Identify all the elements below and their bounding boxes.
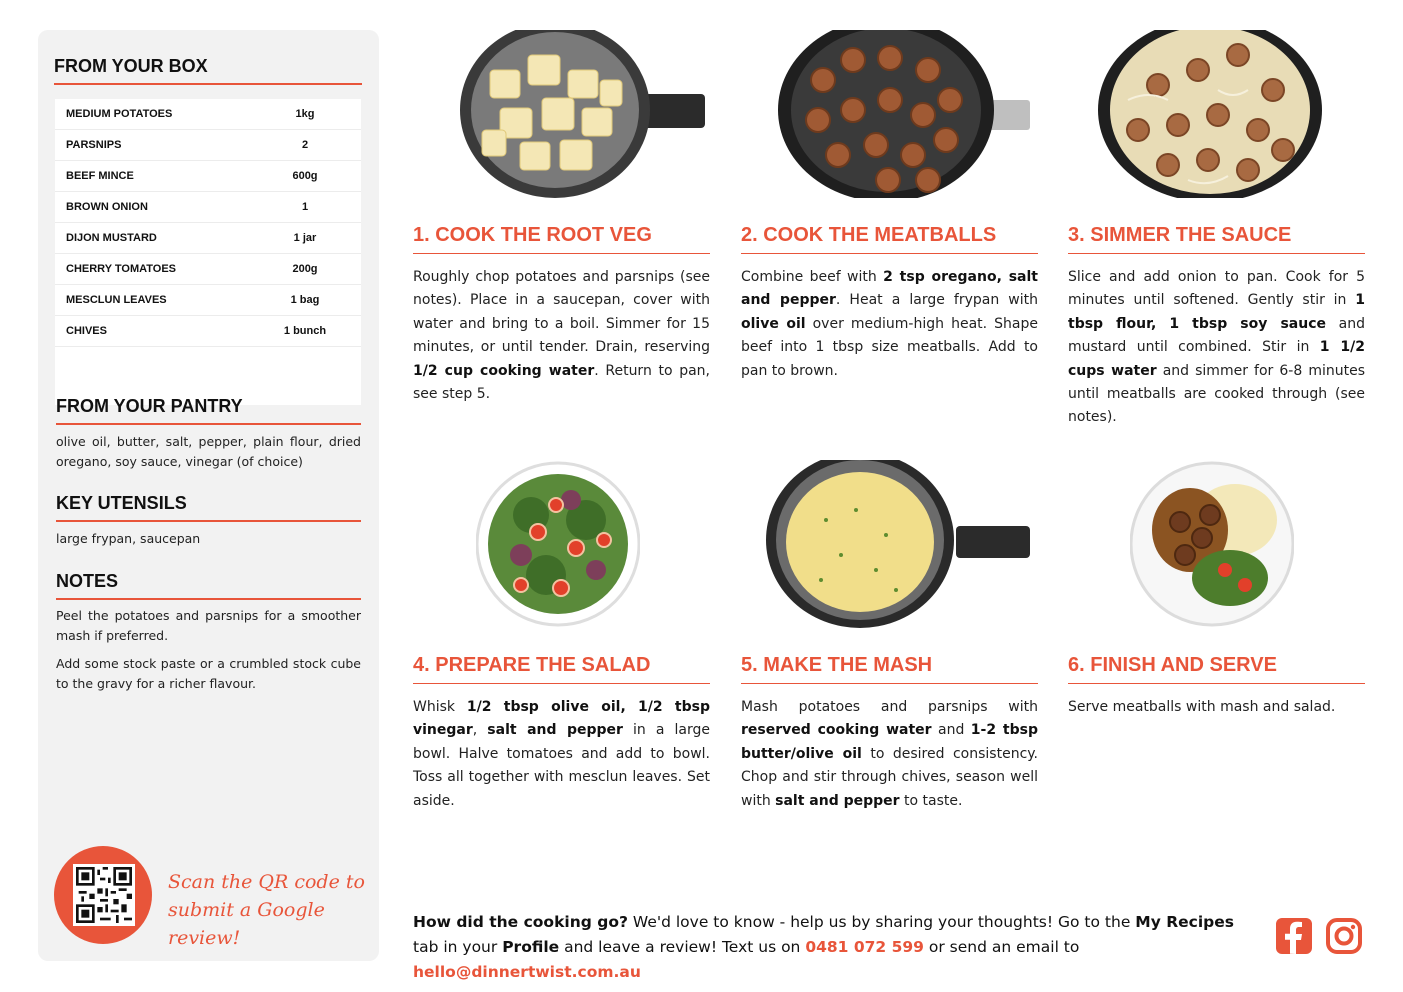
utensils-text: large frypan, saucepan [56, 531, 201, 546]
ingredient-row [55, 254, 361, 285]
ingredient-name: CHERRY TOMATOES [66, 263, 177, 275]
ingredient-row [55, 99, 361, 130]
step-text-bold: 1-2 tbsp butter/olive oil [741, 722, 1038, 762]
step-text-bold: 2 tsp oregano, salt and pepper [741, 269, 1038, 309]
footer-text: tab in your [413, 938, 503, 956]
step-6-title: 6. FINISH AND SERVE [1068, 654, 1365, 684]
ingredient-name: CHIVES [66, 325, 107, 337]
step-text-bold: 1 tbsp flour, 1 tbsp soy sauce [1068, 292, 1365, 332]
footer-text: or send an email to [923, 938, 1080, 956]
step-text-bold: 1/2 tbsp olive oil, 1/2 tbsp vinegar [413, 699, 710, 739]
photo-meatballs-pan [778, 30, 1030, 198]
ingredient-qty: 600g [292, 170, 318, 182]
qr-code-image [76, 867, 132, 923]
step-text-part: . Heat a large frypan with [835, 292, 1038, 309]
step-text-bold: olive oil [741, 315, 806, 332]
ingredient-qty: 200g [292, 263, 318, 275]
step-text-part: Serve meatballs with mash and salad. [1068, 699, 1336, 715]
step-4-title: 4. PREPARE THE SALAD [413, 654, 710, 684]
step-2-text [741, 266, 1038, 383]
from-your-pantry-heading: FROM YOUR PANTRY [56, 396, 361, 425]
key-utensils-heading: KEY UTENSILS [56, 493, 361, 522]
footer-text: and leave a review! Text us on [559, 938, 806, 956]
step-4-text [413, 696, 710, 813]
ingredient-name: BEEF MINCE [66, 170, 134, 182]
ingredient-qty: 1 [301, 201, 309, 213]
ingredient-qty: 2 [301, 139, 309, 151]
ingredient-name: BROWN ONION [66, 201, 148, 213]
email-link[interactable]: hello@dinnertwist.com.au [413, 963, 641, 981]
step-5-text [741, 696, 1038, 813]
footer-bold: How did the cooking go? [413, 913, 628, 931]
step-text-part: Roughly chop potatoes and parsnips (see notes). Place in a saucepan, cover with water and bring to a boil. Simmer for 15 minutes, or until tender. Drain, reserving [413, 269, 710, 356]
step-text-part: Mash potatoes and parsnips with [741, 699, 1038, 715]
step-3-title: 3. SIMMER THE SAUCE [1068, 224, 1365, 254]
footer-bold: My Recipes [1135, 913, 1234, 931]
footer-bold: Profile [502, 938, 560, 956]
qr-code[interactable] [73, 864, 135, 926]
step-text-part: , [472, 722, 488, 739]
step-text-part: and [931, 722, 971, 739]
pantry-text: olive oil, butter, salt, pepper, plain flour, dried oregano, soy sauce, vinegar (of choice) [56, 434, 361, 469]
step-text-part: Combine beef with [741, 269, 884, 285]
step-text-part: . Return to pan, see step 5. [413, 362, 710, 403]
step-text-part: and simmer for 6-8 minutes until meatballs are cooked through (see notes). [1068, 362, 1365, 426]
note-text: Peel the potatoes and parsnips for a smoother mash if preferred. [56, 608, 361, 643]
ingredient-row [55, 130, 361, 161]
notes-heading: NOTES [56, 571, 361, 600]
step-6-text [1068, 696, 1365, 719]
photo-mash-pan [766, 460, 1030, 628]
step-text-part: and mustard until combined. Stir in [1068, 315, 1365, 356]
instagram-icon[interactable] [1325, 917, 1363, 955]
qr-caption-line: submit a Google review! [168, 899, 325, 949]
step-text-part: in a large bowl. Halve tomatoes and add to bowl. Toss all together with mesclun leaves. Set aside. [413, 722, 711, 809]
footer-text: We'd love to know - help us by sharing your thoughts! Go to the [627, 913, 1136, 931]
ingredient-name: PARSNIPS [66, 139, 122, 151]
qr-code-badge[interactable] [54, 846, 152, 944]
step-text-bold: 1/2 cup cooking water [413, 362, 595, 379]
ingredients-sidebar [38, 30, 379, 961]
step-text-bold: reserved cooking water [741, 722, 932, 739]
from-your-box-heading: FROM YOUR BOX [54, 56, 362, 85]
ingredient-row [55, 161, 361, 192]
step-text-bold: salt and pepper [487, 722, 623, 739]
photo-boiled-potatoes [460, 30, 705, 198]
note-text: Add some stock paste or a crumbled stock cube to the gravy for a richer flavour. [56, 656, 361, 691]
step-text-part: Whisk [413, 699, 467, 715]
photo-salad [476, 460, 640, 628]
step-text-part: Slice and add onion to pan. Cook for 5 minutes until softened. Gently stir in [1068, 269, 1365, 309]
feedback-footer [413, 910, 1263, 985]
ingredient-row [55, 285, 361, 316]
step-text-part: to desired consistency. Chop and stir through chives, season well with [741, 745, 1038, 809]
step-1-title: 1. COOK THE ROOT VEG [413, 224, 710, 254]
qr-review-caption [168, 868, 368, 952]
ingredient-row [55, 192, 361, 223]
ingredient-name: MEDIUM POTATOES [66, 108, 173, 120]
ingredient-qty: 1 bag [290, 294, 320, 306]
step-text-part: over medium-high heat. Shape beef into 1 tbsp size meatballs. Add to pan to brown. [741, 315, 1038, 379]
ingredient-row [55, 316, 361, 347]
ingredients-table [55, 99, 361, 405]
photo-meatballs-sauce [1098, 30, 1358, 198]
ingredient-row [55, 223, 361, 254]
phone-link[interactable]: 0481 072 599 [805, 938, 924, 956]
step-5-title: 5. MAKE THE MASH [741, 654, 1038, 684]
step-2-title: 2. COOK THE MEATBALLS [741, 224, 1038, 254]
step-text-part: to taste. [899, 792, 963, 809]
qr-caption-line: Scan the QR code to [168, 871, 365, 893]
step-text-bold: salt and pepper [775, 792, 900, 809]
facebook-icon[interactable] [1275, 917, 1313, 955]
ingredient-qty: 1kg [295, 108, 315, 120]
step-1-text [413, 266, 710, 406]
ingredient-name: MESCLUN LEAVES [66, 294, 167, 306]
ingredient-qty: 1 jar [293, 232, 317, 244]
ingredient-name: DIJON MUSTARD [66, 232, 157, 244]
step-3-text [1068, 266, 1365, 430]
step-text-bold: 1 1/2 cups water [1068, 339, 1365, 379]
ingredient-qty: 1 bunch [283, 325, 327, 337]
photo-finished-plate [1130, 460, 1294, 628]
